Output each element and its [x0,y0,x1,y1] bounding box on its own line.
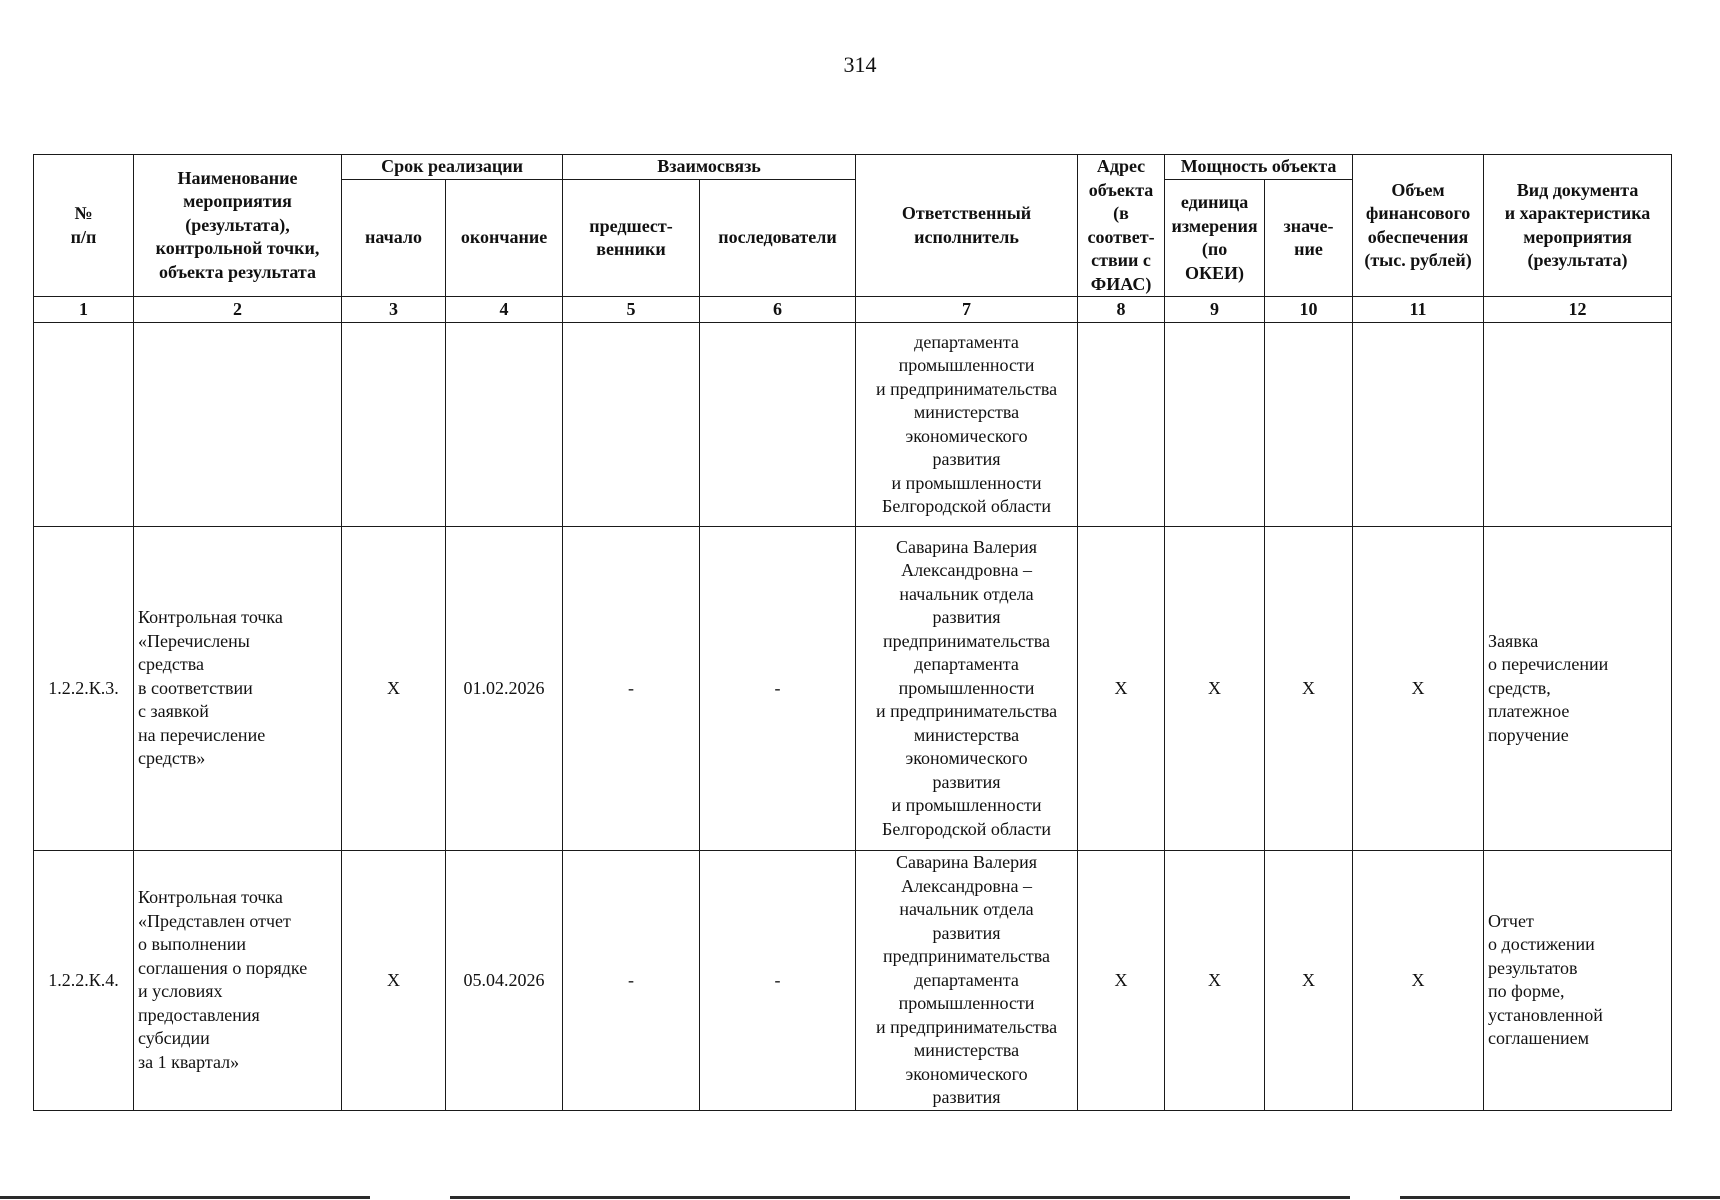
scan-artifact-line [450,1196,1350,1199]
column-number: 6 [700,297,856,323]
column-number: 9 [1165,297,1265,323]
cell-address: X [1078,851,1165,1111]
header-unit: единица измерения (по ОКЕИ) [1165,180,1265,297]
cell-num [34,323,134,527]
cell-doc-type: Заявка о перечислении средств, платежное поручение [1484,527,1672,851]
header-predecessors: предшест- венники [563,180,700,297]
cell-finance: X [1353,527,1484,851]
header-period-end: окончание [446,180,563,297]
header-doc-type: Вид документа и характеристика мероприятия (результата) [1484,155,1672,297]
table-row [34,851,1672,1111]
scan-artifact-line [0,1196,370,1199]
cell-value: X [1265,851,1353,1111]
cell-address: X [1078,527,1165,851]
scan-artifact-line [1400,1196,1720,1199]
cell-finance: X [1353,851,1484,1111]
header-period-start: начало [342,180,446,297]
cell-executor: Саварина Валерия Александровна – начальник отдела развития предпринимательства департамента промышленности и предпринимательства министерства экономического развития и промышленности Белгородской области [856,527,1078,851]
cell-unit [1165,323,1265,527]
cell-address [1078,323,1165,527]
column-number: 8 [1078,297,1165,323]
column-number: 7 [856,297,1078,323]
cell-doc-type: Отчет о достижении результатов по форме, установленной соглашением [1484,851,1672,1111]
header-address: Адрес объекта (в соответ- ствии с ФИАС) [1078,155,1165,297]
cell-num: 1.2.2.К.3. [34,527,134,851]
cell-unit: X [1165,851,1265,1111]
column-number: 5 [563,297,700,323]
cell-predecessors: - [563,527,700,851]
cell-followers [700,323,856,527]
table-row [34,323,1672,527]
header-name: Наименование мероприятия (результата), контрольной точки, объекта результата [134,155,342,297]
cell-num: 1.2.2.К.4. [34,851,134,1111]
header-executor: Ответственный исполнитель [856,155,1078,297]
cell-doc-type [1484,323,1672,527]
cell-end: 01.02.2026 [446,527,563,851]
cell-predecessors: - [563,851,700,1111]
table-row [34,527,1672,851]
column-number: 1 [34,297,134,323]
cell-value [1265,323,1353,527]
plan-table [33,154,1672,1111]
header-num: № п/п [34,155,134,297]
cell-start [342,323,446,527]
cell-value: X [1265,527,1353,851]
column-number: 10 [1265,297,1353,323]
column-number: 4 [446,297,563,323]
header-capacity: Мощность объекта [1165,155,1353,180]
column-number: 11 [1353,297,1484,323]
page-number: 314 [843,52,877,77]
header-finance: Объем финансового обеспечения (тыс. рублей) [1353,155,1484,297]
cell-end [446,323,563,527]
cell-end: 05.04.2026 [446,851,563,1111]
cell-executor: Саварина Валерия Александровна – начальник отдела развития предпринимательства департамента промышленности и предпринимательства министерства экономического развития [856,851,1078,1111]
cell-executor: департамента промышленности и предпринимательства министерства экономического развития и промышленности Белгородской области [856,323,1078,527]
cell-start: X [342,527,446,851]
column-number: 2 [134,297,342,323]
header-relation: Взаимосвязь [563,155,856,180]
cell-followers: - [700,527,856,851]
header-period: Срок реализации [342,155,563,180]
cell-predecessors [563,323,700,527]
header-followers: последователи [700,180,856,297]
cell-followers: - [700,851,856,1111]
cell-start: X [342,851,446,1111]
cell-finance [1353,323,1484,527]
cell-unit: X [1165,527,1265,851]
column-number: 12 [1484,297,1672,323]
cell-name [134,323,342,527]
column-number: 3 [342,297,446,323]
cell-name: Контрольная точка «Перечислены средства в соответствии с заявкой на перечисление средств» [134,527,342,851]
header-value: значе- ние [1265,180,1353,297]
cell-name: Контрольная точка «Представлен отчет о выполнении соглашения о порядке и условиях предоставления субсидии за 1 квартал» [134,851,342,1111]
